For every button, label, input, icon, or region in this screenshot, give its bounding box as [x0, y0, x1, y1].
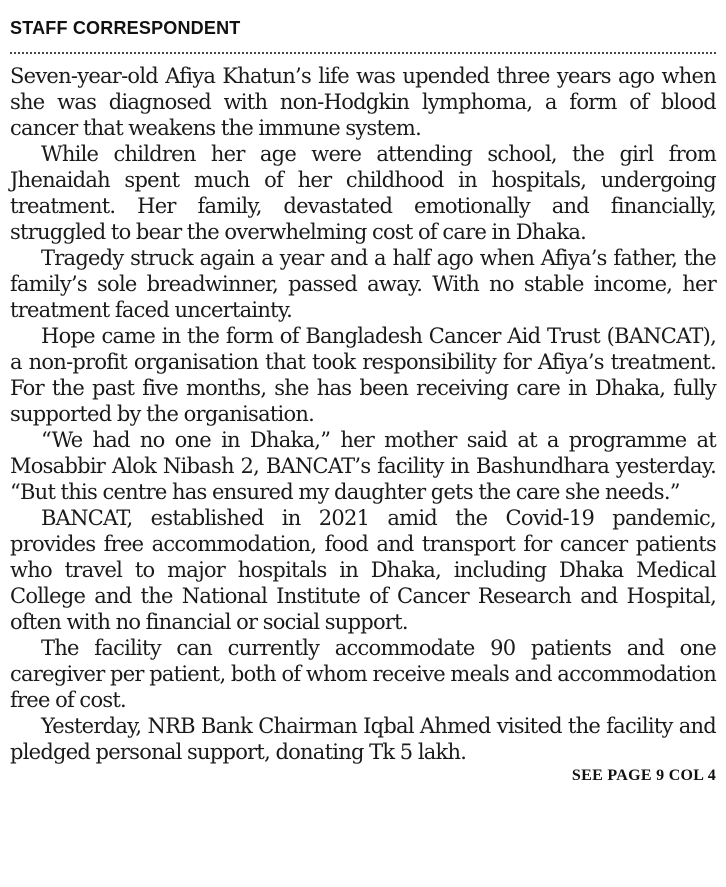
article-clipping — [10, 14, 716, 785]
article-body — [10, 63, 716, 765]
continuation-jump-line: SEE PAGE 9 COL 4 — [571, 767, 716, 784]
paragraph-6: BANCAT, established in 2021 amid the Covid-19 pandemic, provides free accommodation, food and transport for cancer patients who travel to major hospitals in Dhaka, including Dhaka Medical College and the National Institute of Cancer Research and Hospital, often with no financial or social support. — [10, 506, 716, 634]
dotted-divider — [10, 52, 716, 54]
paragraph-7: The facility can currently accommodate 90 patients and one caregiver per patient, both of whom receive meals and accommodation free of cost. — [10, 636, 716, 712]
paragraph-8: Yesterday, NRB Bank Chairman Iqbal Ahmed visited the facility and pledged personal support, donating Tk 5 lakh. — [10, 714, 716, 764]
paragraph-2: While children her age were attending school, the girl from Jhenaidah spent much of her childhood in hospitals, undergoing treatment. Her family, devastated emotionally and financially, struggled to bear the overwhelming cost of care in Dhaka. — [10, 142, 716, 244]
paragraph-1: Seven-year-old Afiya Khatun’s life was upended three years ago when she was diagnosed with non-Hodgkin lymphoma, a form of blood cancer that weakens the immune system. — [10, 64, 716, 140]
byline: STAFF CORRESPONDENT — [10, 18, 241, 38]
paragraph-4: Hope came in the form of Bangladesh Cancer Aid Trust (BANCAT), a non-profit organisation that took responsibility for Afiya’s treatment. For the past five months, she has been receiving care in Dhaka, fully supported by the organisation. — [10, 324, 716, 426]
paragraph-5: “We had no one in Dhaka,” her mother said at a programme at Mosabbir Alok Nibash 2, BANCAT’s facility in Bashundhara yesterday. “But this centre has ensured my daughter gets the care she needs.” — [10, 428, 716, 504]
paragraph-3: Tragedy struck again a year and a half ago when Afiya’s father, the family’s sole breadwinner, passed away. With no stable income, her treatment faced uncertainty. — [10, 246, 716, 322]
